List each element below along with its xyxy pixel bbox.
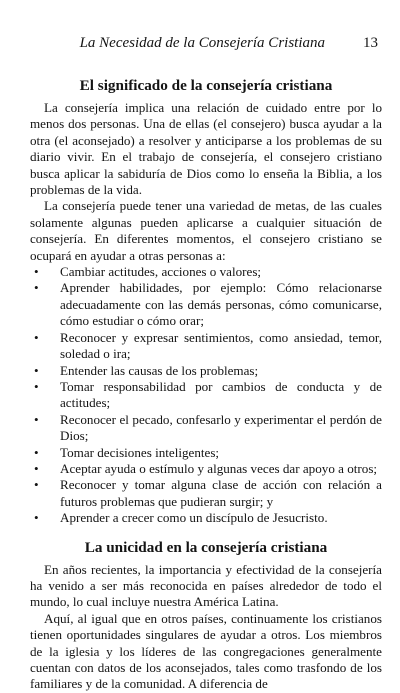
paragraph-definition: La consejería implica una relación de cuidado entre por lo menos dos personas. Una de ellas (el consejero) busca ayudar a la otra (el aconsejado) a resolver y anticiparse a los problemas de su diario vivir. En el trabajo de consejería, el consejero cristiano busca aplicar la sabiduría de Dios como lo enseña la Biblia, a los problemas de la vida. <box>30 100 382 198</box>
list-item <box>30 330 382 363</box>
page-number: 13 <box>363 35 378 51</box>
bullet-icon: • <box>34 362 39 378</box>
bullet-icon: • <box>34 378 39 394</box>
running-header <box>0 33 400 53</box>
list-item <box>30 477 382 510</box>
list-item <box>30 379 382 412</box>
section-heading-unicidad: La unicidad en la consejería cristiana <box>84 538 328 556</box>
bullet-icon: • <box>34 280 39 296</box>
bullet-icon: • <box>34 444 39 460</box>
paragraph-goals-intro: La consejería puede tener una variedad de metas, de las cuales solamente algunas pueden aplicarse a cualquier situación de consejería. En diferentes momentos, el consejero cristiano se ocupará en ayudar a otras personas a: <box>30 198 382 263</box>
list-item-text: Reconocer y expresar sentimientos, como ansiedad, temor, soledad o ira; <box>60 329 382 362</box>
list-item <box>30 412 382 445</box>
list-item-text: Cambiar actitudes, acciones o valores; <box>60 264 262 280</box>
list-item-text: Aprender habilidades, por ejemplo: Cómo relacionarse adecuadamente con las demás personas, cómo comunicarse, cómo estudiar o cómo orar; <box>60 280 382 329</box>
running-title: La Necesidad de la Consejería Cristiana <box>79 35 325 51</box>
list-item <box>30 510 382 526</box>
list-item-text: Tomar responsabilidad por cambios de conducta y de actitudes; <box>60 378 382 411</box>
list-item-text: Aprender a crecer como un discípulo de Jesucristo. <box>60 510 328 526</box>
list-item-text: Entender las causas de los problemas; <box>60 362 259 378</box>
list-item <box>30 280 382 329</box>
bullet-icon: • <box>34 411 39 427</box>
list-item <box>30 445 382 461</box>
paragraph-recognition: En años recientes, la importancia y efectividad de la consejería ha venido a ser más reconocida en países alrededor de todo el mundo, lo cual incluye nuestra América Latina. <box>30 561 382 610</box>
list-item-text: Reconocer el pecado, confesarlo y experimentar el perdón de Dios; <box>60 411 382 444</box>
list-item-text: Aceptar ayuda o estímulo y algunas veces dar apoyo a otros; <box>60 460 378 476</box>
list-item-text: Reconocer y tomar alguna clase de acción con relación a futuros problemas que pudieran surgir; y <box>60 477 382 509</box>
bullet-icon: • <box>34 510 39 526</box>
list-item <box>30 461 382 477</box>
list-item <box>30 363 382 379</box>
section-heading-significado: El significado de la consejería cristiana <box>79 77 333 94</box>
paragraph-opportunities: Aquí, al igual que en otros países, continuamente los cristianos tienen oportunidades singulares de ayudar a otros. Los miembros de la iglesia y los líderes de las congregaciones generalmente cuentan con datos de los aconsejados, tales como trasfondo de los familiares y de la comunidad. A diferencia de <box>30 610 382 692</box>
list-item-text: Tomar decisiones inteligentes; <box>60 444 220 460</box>
goals-list <box>30 264 382 527</box>
bullet-icon: • <box>34 460 39 476</box>
list-item <box>30 264 382 280</box>
bullet-icon: • <box>34 329 39 345</box>
bullet-icon: • <box>34 477 39 493</box>
bullet-icon: • <box>34 264 39 280</box>
